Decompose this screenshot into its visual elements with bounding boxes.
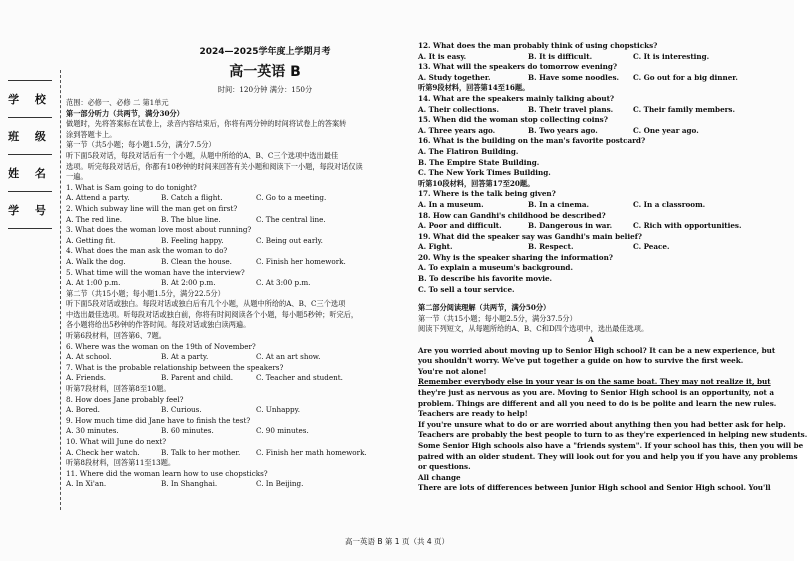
- answer-options: [418, 242, 764, 253]
- option-c: C. Finish her math homework.: [256, 447, 367, 457]
- text-line: 7. What is the probable relationship between the speakers?: [66, 362, 284, 372]
- text-line: B. The Empire State Building.: [418, 157, 540, 167]
- text-line: Teachers are ready to help!: [418, 409, 528, 419]
- text-line: 听第10段材料，回答第17至20题。: [418, 178, 535, 188]
- option-a: A. The red line.: [66, 214, 123, 224]
- left-column: [66, 98, 396, 490]
- option-a: A. Attend a party.: [66, 193, 130, 203]
- exam-title: 2024—2025学年度上学期月考: [199, 47, 331, 57]
- option-c: C. Go to a meeting.: [256, 193, 327, 203]
- text-line: they're just as nervous as you are. Moving to Senior High school is an opportunity, not a: [418, 388, 774, 397]
- text-line: All change: [418, 472, 461, 482]
- option-a: A. Fight.: [418, 242, 453, 252]
- text-line: 17. Where is the talk being given?: [418, 189, 556, 199]
- text-line: 阅读下列短文，从每题所给的A、B、C和D四个选项中，选出最佳选项。: [418, 324, 649, 334]
- text-line: 一遍。: [66, 172, 88, 182]
- answer-options: [66, 257, 396, 268]
- option-b: B. The blue line.: [161, 214, 221, 224]
- option-c: C. Rich with opportunities.: [633, 221, 742, 231]
- right-column: [418, 41, 807, 494]
- text-line: 第一节（共5小题；每小题1.5分，满分7.5分）: [66, 140, 216, 150]
- text-line: 做题时，先将答案标在试卷上，录音内容结束后，你将有两分钟的时间将试卷上的答案转: [66, 119, 347, 129]
- text-line: If you're unsure what to do or are worried about anything then you had better ask for help.: [418, 419, 786, 429]
- text-line: 18. How can Gandhi's childhood be described?: [418, 210, 606, 220]
- text-line: 12. What does the man probably think of using chopsticks?: [418, 41, 658, 50]
- option-a: A. In a museum.: [418, 199, 484, 209]
- page-footer: 高一英语 B 第 1 页（共 4 页）: [345, 537, 449, 546]
- text-line: 听下面5段对话，每段对话后有一个小题，从题中所给的A、B、C三个选项中选出最佳: [66, 150, 339, 160]
- option-c: C. Peace.: [633, 242, 670, 252]
- answer-options: [418, 73, 764, 84]
- text-line: 4. What does the man ask the woman to do?: [66, 246, 228, 256]
- answer-options: [418, 221, 764, 232]
- answer-options: [66, 352, 396, 363]
- school-label: 学 校: [8, 93, 52, 106]
- binding-line: [60, 70, 61, 510]
- answer-options: [66, 193, 396, 204]
- option-b: B. Clean the house.: [161, 256, 232, 266]
- text-line: 11. Where did the woman learn how to use chopsticks?: [66, 468, 268, 478]
- text-line: you shouldn't worry. We've put together a guide on how to survive the first week.: [418, 356, 744, 366]
- text-line: 第一节（共15小题；每小题2.5分，满分37.5分）: [418, 313, 577, 323]
- option-b: B. Curious.: [161, 405, 202, 415]
- option-b: B. Talk to her mother.: [161, 447, 241, 457]
- option-b: B. At 2:00 p.m.: [161, 278, 216, 288]
- answer-options: [66, 373, 396, 384]
- option-b: B. In Shanghai.: [161, 479, 218, 489]
- exam-info: 时间：120分钟 满分：150分: [217, 85, 313, 94]
- option-c: C. Unhappy.: [256, 405, 301, 415]
- text-line: paired with an older student. They will look out for you and help you if you have any problems: [418, 451, 798, 461]
- option-b: B. At a party.: [161, 352, 209, 362]
- option-b: B. Respect.: [528, 242, 574, 252]
- option-b: B. Have some noodles.: [528, 72, 619, 82]
- option-b: B. Their travel plans.: [528, 104, 614, 114]
- option-a: A. Getting fit.: [66, 235, 116, 245]
- option-b: B. Feeling happy.: [161, 235, 224, 245]
- option-b: B. Catch a flight.: [161, 193, 223, 203]
- text-line: 涂到答题卡上。: [66, 129, 117, 139]
- text-line: 选项。听完每段对话后，你都有10秒钟的时间来回答有关小题和阅读下一小题，每段对话仅读: [66, 161, 363, 171]
- option-a: A. Three years ago.: [418, 125, 496, 135]
- text-line: 9. How much time did Jane have to finish the test?: [66, 415, 251, 425]
- option-a: A. In Xi'an.: [66, 479, 107, 489]
- option-c: C. In Beijing.: [256, 479, 304, 489]
- text-line: 听下面5段对话或独白。每段对话或独白后有几个小题，从题中所给的A、B、C三个选项: [66, 299, 346, 309]
- option-c: C. The central line.: [256, 214, 326, 224]
- option-a: A. Study together.: [418, 72, 491, 82]
- option-a: A. Friends.: [66, 373, 106, 383]
- text-line: 8. How does Jane probably feel?: [66, 394, 184, 404]
- text-line: 范围：必修一、必修 二 第1单元: [66, 98, 169, 107]
- option-a: A. Poor and difficult.: [418, 221, 502, 231]
- option-a: A. Walk the dog.: [66, 256, 126, 266]
- class-label: 班 级: [8, 130, 52, 143]
- text-line: Some Senior High schools also have a "friends system". If your school has this, then you will be: [418, 440, 804, 450]
- option-c: C. Teacher and student.: [256, 373, 343, 383]
- text-line: 1. What is Sam going to do tonight?: [66, 182, 197, 192]
- option-b: B. In a cinema.: [528, 199, 589, 209]
- text-line: 16. What is the building on the man's favorite postcard?: [418, 136, 646, 146]
- text-line: 3. What does the woman love most about running?: [66, 225, 252, 235]
- option-c: C. Go out for a big dinner.: [633, 72, 738, 82]
- option-a: A. At school.: [66, 352, 112, 362]
- answer-options: [418, 126, 764, 137]
- text-line: 19. What did the speaker say was Gandhi's main belief?: [418, 231, 643, 241]
- text-line: 6. Where was the woman on the 19th of November?: [66, 341, 256, 351]
- text-line: 13. What will the speakers do tomorrow evening?: [418, 62, 618, 72]
- text-line: C. To sell a tour service.: [418, 284, 515, 294]
- text-line: 听第9段材料，回答第14至16题。: [418, 83, 530, 93]
- text-line: 听第7段材料，回答第8至10题。: [66, 384, 171, 394]
- option-c: C. At an art show.: [256, 352, 321, 362]
- text-line: 14. What are the speakers mainly talking about?: [418, 93, 615, 103]
- text-line: 15. When did the woman stop collecting coins?: [418, 115, 608, 125]
- option-a: A. It is easy.: [418, 51, 467, 61]
- answer-options: [66, 278, 396, 289]
- option-b: B. Two years ago.: [528, 125, 598, 135]
- option-a: A. Bored.: [66, 405, 100, 415]
- option-c: C. Being out early.: [256, 235, 323, 245]
- text-line: A. To explain a museum's background.: [418, 263, 573, 273]
- answer-options: [418, 52, 764, 63]
- option-b: B. Parent and child.: [161, 373, 234, 383]
- text-line: 第二节（共15小题；每小题1.5分，满分22.5分）: [66, 288, 225, 298]
- answer-options: [66, 236, 396, 247]
- option-a: A. At 1:00 p.m.: [66, 278, 121, 288]
- student-number-label: 学 号: [8, 204, 52, 217]
- answer-options: [66, 479, 396, 490]
- exam-subject: 高一英语 B: [229, 64, 301, 80]
- option-c: C. 90 minutes.: [256, 426, 309, 436]
- option-a: A. 30 minutes.: [66, 426, 119, 436]
- answer-options: [418, 200, 764, 211]
- option-c: C. In a classroom.: [633, 199, 706, 209]
- text-line: problem. Things are different and all you need to do is be polite and learn the new rules.: [418, 398, 777, 408]
- text-line: You're not alone!: [418, 366, 487, 376]
- option-b: B. 60 minutes.: [161, 426, 214, 436]
- text-line: There are lots of differences between Junior High school and Senior High school. You'll: [418, 483, 771, 493]
- option-c: C. One year ago.: [633, 125, 699, 135]
- text-line: A. The Flatiron Building.: [418, 146, 519, 156]
- text-line: 5. What time will the woman have the interview?: [66, 267, 245, 277]
- option-b: B. It is difficult.: [528, 51, 593, 61]
- text-line: 听第8段材料，回答第11至13题。: [66, 458, 176, 468]
- text-line: 中选出最佳选项。听每段对话或独白前，你将有时间阅读各个小题，每小题5秒钟；听完后，: [66, 309, 359, 319]
- text-line: Teachers are probably the best people to turn to as they're experienced in helping new students.: [418, 430, 807, 440]
- text-line: 听第6段材料，回答第6、7题。: [66, 331, 166, 341]
- text-line: 2. Which subway line will the man get on first?: [66, 203, 238, 213]
- option-a: A. Check her watch.: [66, 447, 140, 457]
- option-b: B. Dangerous in war.: [528, 221, 613, 231]
- option-a: A. Their collections.: [418, 104, 499, 114]
- text-line: 10. What will June do next?: [66, 437, 167, 446]
- passage-label: A: [588, 335, 594, 345]
- option-c: C. Finish her homework.: [256, 256, 346, 266]
- text-line: 各小题将给出5秒钟的作答时间。每段对话或独白读两遍。: [66, 320, 251, 330]
- answer-options: [418, 105, 764, 116]
- option-c: C. It is interesting.: [633, 51, 710, 61]
- student-info-strip: [8, 80, 52, 240]
- text-line: Remember everybody else in your year is on the same boat. They may not realize it, but: [418, 377, 771, 387]
- text-line: 第二部分阅读理解（共两节，满分50分）: [418, 303, 551, 313]
- text-line: Are you worried about moving up to Senior High school? It can be a new experience, but: [418, 345, 776, 355]
- text-line: 20. Why is the speaker sharing the information?: [418, 252, 614, 262]
- text-line: B. To describe his favorite movie.: [418, 274, 553, 284]
- answer-options: [66, 426, 396, 437]
- text-line: 第一部分听力（共两节，满分30分）: [66, 108, 184, 118]
- section-gap: [418, 295, 764, 303]
- option-c: C. Their family members.: [633, 104, 735, 114]
- option-c: C. At 3:00 p.m.: [256, 278, 311, 288]
- answer-options: [66, 448, 396, 459]
- text-line: or questions.: [418, 462, 471, 472]
- text-line: C. The New York Times Building.: [418, 168, 551, 178]
- answer-options: [66, 405, 396, 416]
- answer-options: [66, 215, 396, 226]
- name-label: 姓 名: [8, 167, 52, 180]
